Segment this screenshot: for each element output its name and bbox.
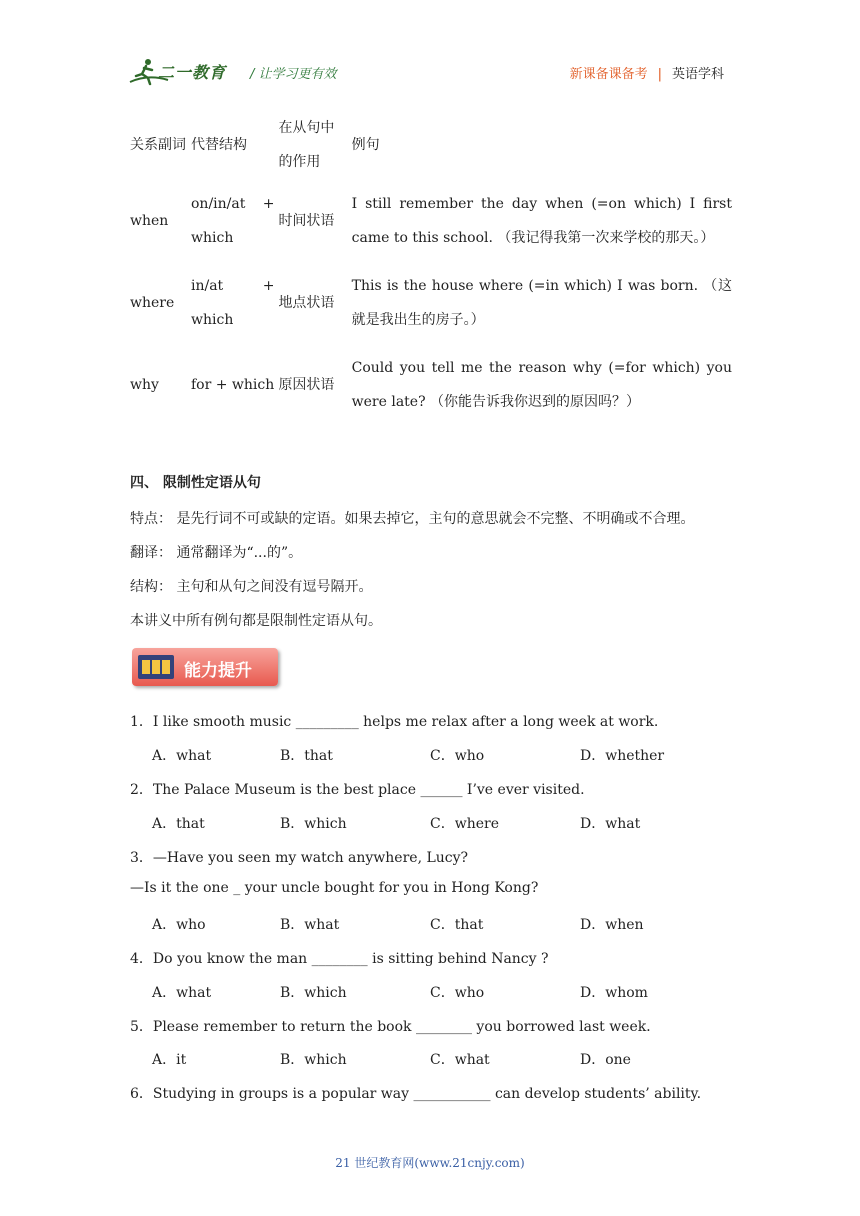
- question-stem: 3．—Have you seen my watch anywhere, Lucy?: [130, 850, 469, 866]
- table-header-row: [128, 110, 734, 180]
- option: C．what: [430, 1052, 490, 1068]
- option: B．which: [280, 1052, 347, 1068]
- question-stem-line2: —Is it the one _ your uncle bought for you in Hong Kong?: [130, 880, 539, 896]
- option: D．what: [580, 816, 641, 832]
- question-stem: 2．The Palace Museum is the best place ______ I’ve ever visited.: [130, 782, 585, 798]
- header-category: 新课备课备考: [569, 67, 648, 82]
- question-stem: 1．I like smooth music _________ helps me relax after a long week at work.: [130, 714, 659, 730]
- option: C．that: [430, 917, 484, 933]
- page-header: [128, 56, 732, 88]
- option: C．who: [430, 748, 485, 764]
- table-cell-structure: for + which: [191, 377, 275, 393]
- table-cell-example: This is the house where (=in which) I was born. （这就是我出生的房子。）: [351, 278, 732, 328]
- table-header-cell: 关系副词: [130, 137, 186, 153]
- table-cell-role: 原因状语: [278, 377, 335, 393]
- table-cell-adverb: when: [130, 213, 169, 229]
- section-title: 四、 限制性定语从句: [130, 475, 261, 491]
- option: B．what: [280, 917, 340, 933]
- table-cell-adverb: why: [130, 377, 159, 393]
- question-stem: 5．Please remember to return the book ________ you borrowed last week．: [130, 1019, 661, 1035]
- feature-line: 特点： 是先行词不可或缺的定语。如果去掉它，主句的意思就会不完整、不明确或不合理。: [130, 511, 695, 527]
- badge-label: 能力提升: [184, 661, 252, 681]
- option: D．when: [580, 917, 644, 933]
- header-right: [570, 63, 724, 82]
- table-header-cell: 例句: [351, 137, 380, 153]
- option: A．what: [152, 985, 212, 1001]
- header-separator: |: [657, 67, 662, 82]
- option: A．that: [152, 816, 205, 832]
- page-footer: 21 世纪教育网(www.21cnjy.com): [335, 1156, 525, 1170]
- translation-line: 翻译： 通常翻译为“...的”。: [130, 545, 303, 561]
- option: D．one: [580, 1052, 631, 1068]
- question-stem: 4．Do you know the man ________ is sitting behind Nancy ?: [130, 951, 549, 967]
- table-cell-adverb: where: [130, 295, 175, 311]
- option: C．who: [430, 985, 485, 1001]
- option: D．whom: [580, 985, 648, 1001]
- table-cell-structure: on/in/at + which: [191, 196, 275, 246]
- option: B．which: [280, 816, 347, 832]
- note-line: 本讲义中所有例句都是限制性定语从句。: [130, 613, 382, 629]
- header-subject: 英语学科: [671, 67, 724, 82]
- relative-adverb-table: [128, 110, 734, 426]
- table-cell-role: 时间状语: [278, 213, 335, 229]
- table-row: [128, 344, 734, 426]
- table-row: [128, 180, 734, 262]
- structure-line: 结构： 主句和从句之间没有逗号隔开。: [130, 579, 373, 595]
- option: B．which: [280, 985, 347, 1001]
- question-stem: 6．Studying in groups is a popular way ___________ can develop students’ ability.: [130, 1086, 702, 1102]
- slogan: / 让学习更有效: [250, 67, 337, 82]
- ability-badge: [132, 648, 278, 686]
- option: C．where: [430, 816, 499, 832]
- table-cell-role: 地点状语: [278, 295, 335, 311]
- option: A．who: [152, 917, 206, 933]
- table-cell-structure: in/at + which: [191, 278, 275, 328]
- table-cell-example: I still remember the day when (=on which) I first came to this school. （我记得我第一次来学校的那天。）: [351, 196, 732, 246]
- option: B．that: [280, 748, 333, 764]
- option: A．what: [152, 748, 212, 764]
- table-header-cell: 在从句中的作用: [278, 120, 335, 170]
- table-row: [128, 262, 734, 344]
- brand-name: 二一教育: [158, 63, 227, 82]
- table-header-cell: 代替结构: [191, 137, 247, 153]
- option: A．it: [152, 1052, 187, 1068]
- option: D．whether: [580, 748, 665, 764]
- people-icon: [138, 655, 174, 679]
- table-cell-example: Could you tell me the reason why (=for which) you were late? （你能告诉我你迟到的原因吗？）: [351, 360, 732, 410]
